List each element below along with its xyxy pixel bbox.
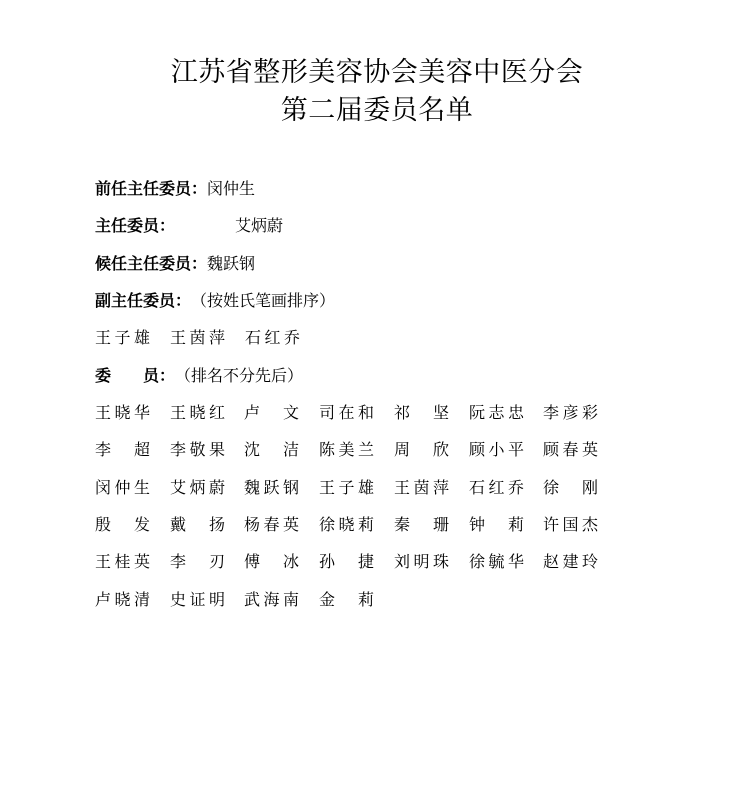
member-name: 王茵萍 — [394, 478, 449, 497]
member-name: 阮志忠 — [469, 403, 524, 422]
member-name: 魏跃钢 — [244, 478, 299, 497]
former-director-label: 前任主任委员： — [95, 179, 208, 198]
member-name: 李敬果 — [170, 440, 225, 459]
member-name: 武海南 — [244, 590, 299, 609]
members-row — [95, 550, 655, 574]
member-name: 殷 发 — [95, 515, 150, 534]
candidate-director-row — [95, 252, 255, 276]
members-row — [95, 513, 655, 537]
member-name: 沈 洁 — [244, 440, 299, 459]
director-label: 主任委员： — [95, 216, 176, 235]
document-title-line1: 江苏省整形美容协会美容中医分会 — [170, 57, 584, 88]
member-name: 徐毓华 — [469, 552, 524, 571]
members-label: 委 员： — [95, 366, 176, 385]
member-name: 王晓华 — [95, 403, 150, 422]
members-row — [95, 401, 655, 425]
member-name: 闵仲生 — [95, 478, 150, 497]
member-name: 王子雄 — [319, 478, 374, 497]
member-name: 傅 冰 — [244, 552, 299, 571]
document-title-line2: 第二届委员名单 — [280, 95, 474, 126]
member-name: 李彦彩 — [543, 403, 598, 422]
former-director-name: 闵仲生 — [207, 179, 256, 198]
vice-directors-note: （按姓氏笔画排序） — [191, 291, 336, 310]
vice-directors-label: 副主任委员： — [95, 291, 192, 310]
member-name: 卢晓清 — [95, 590, 150, 609]
member-name: 顾小平 — [469, 440, 524, 459]
member-name: 顾春英 — [543, 440, 598, 459]
vice-director-name: 王子雄 — [95, 328, 150, 347]
member-name: 徐 刚 — [543, 478, 598, 497]
member-name: 王晓红 — [170, 403, 225, 422]
member-name: 徐晓莉 — [319, 515, 374, 534]
member-name: 秦 珊 — [394, 515, 449, 534]
vice-directors-heading-row — [95, 289, 335, 313]
member-name: 赵建玲 — [543, 552, 598, 571]
member-name: 钟 莉 — [469, 515, 524, 534]
member-name: 李 刃 — [170, 552, 225, 571]
member-name: 王桂英 — [95, 552, 150, 571]
member-name: 艾炳蔚 — [170, 478, 225, 497]
member-name: 司在和 — [319, 403, 374, 422]
member-name: 陈美兰 — [319, 440, 374, 459]
candidate-director-name: 魏跃钢 — [207, 254, 256, 273]
member-name: 石红乔 — [469, 478, 524, 497]
member-name: 金 莉 — [319, 590, 374, 609]
member-name: 刘明珠 — [394, 552, 449, 571]
former-director-row — [95, 177, 255, 201]
member-name: 周 欣 — [394, 440, 449, 459]
members-note: （排名不分先后） — [175, 366, 304, 385]
members-row — [95, 438, 655, 462]
director-name: 艾炳蔚 — [235, 216, 284, 235]
candidate-director-label: 候任主任委员： — [95, 254, 208, 273]
member-name: 祁 坚 — [394, 403, 449, 422]
director-row — [95, 214, 283, 238]
members-row — [95, 476, 655, 500]
member-name: 孙 捷 — [319, 552, 374, 571]
vice-director-name: 王茵萍 — [170, 328, 225, 347]
member-name: 杨春英 — [244, 515, 299, 534]
vice-director-name: 石红乔 — [245, 328, 300, 347]
member-name: 卢 文 — [244, 403, 299, 422]
members-row — [95, 588, 655, 612]
vice-directors-list — [95, 326, 655, 350]
member-name: 许国杰 — [543, 515, 598, 534]
members-heading-row — [95, 364, 303, 388]
member-name: 李 超 — [95, 440, 150, 459]
member-name: 史证明 — [170, 590, 225, 609]
member-name: 戴 扬 — [170, 515, 225, 534]
